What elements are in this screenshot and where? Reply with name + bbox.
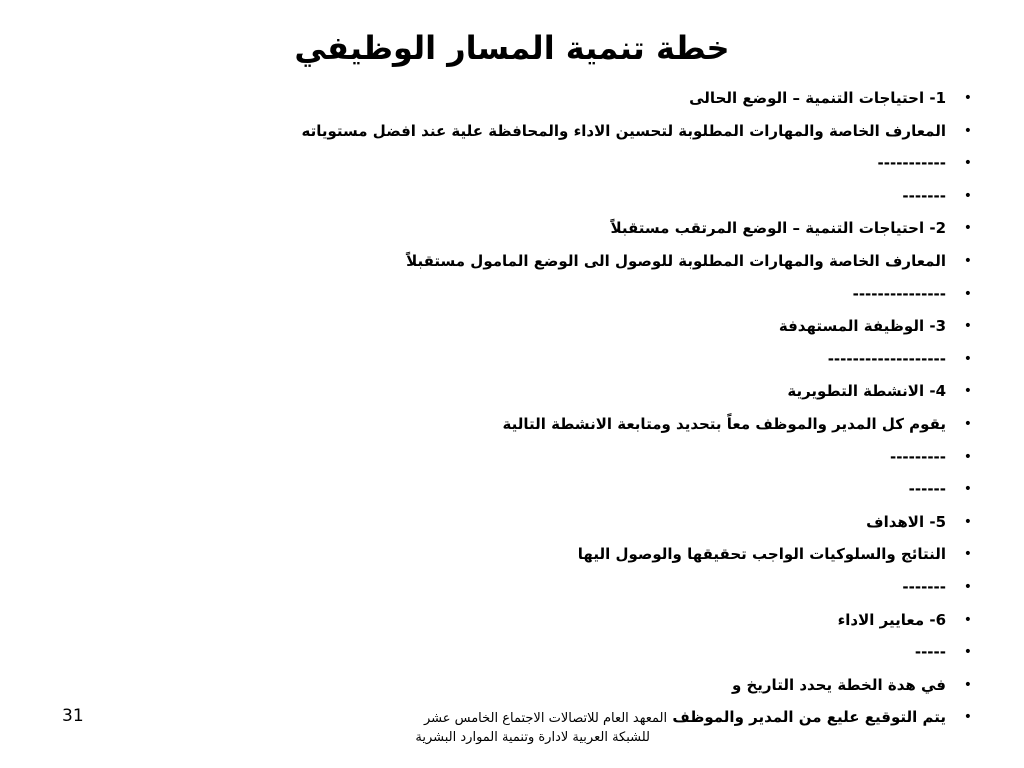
list-item	[226, 408, 972, 441]
bullet-icon: •	[963, 318, 972, 335]
list-item	[226, 669, 972, 702]
bullet-icon: •	[963, 513, 972, 530]
list-item	[226, 245, 972, 278]
list-item-text: -----	[914, 643, 946, 662]
list-item-text: في هدة الخطة يحدد التاريخ و	[731, 675, 946, 694]
bullet-icon: •	[963, 578, 972, 595]
list-item-text: النتائج والسلوكيات الواجب تحقيقها والوصول اليها	[577, 545, 946, 564]
list-item-text: -----------	[877, 154, 946, 173]
list-item	[226, 636, 972, 669]
bullet-icon: •	[963, 676, 972, 693]
bullet-icon: •	[963, 383, 972, 400]
bullet-list	[226, 82, 972, 734]
list-item	[226, 180, 972, 213]
bullet-icon: •	[963, 546, 972, 563]
list-item-text: 2- احتياجات التنمية – الوضع المرتقب مستقبلاً	[610, 219, 946, 238]
list-item-text: 6- معايير الاداء	[837, 610, 946, 629]
list-item-text: 4- الانشطة التطويرية	[787, 382, 946, 401]
list-item-text: ---------------	[852, 284, 946, 303]
list-item-text: يقوم كل المدير والموظف معاً بتحديد ومتابعة الانشطة التالية	[502, 414, 946, 433]
list-item	[226, 82, 972, 115]
list-item-text: 3- الوظيفة المستهدفة	[778, 317, 946, 336]
bullet-icon: •	[963, 155, 972, 172]
list-item-text: -------------------	[827, 349, 946, 368]
list-item	[226, 278, 972, 311]
bullet-icon: •	[963, 350, 972, 367]
bullet-icon: •	[963, 448, 972, 465]
list-item	[226, 343, 972, 376]
list-item-text: المعارف الخاصة والمهارات المطلوبة للوصول الى الوضع المامول مستقبلاً	[406, 251, 946, 270]
bullet-icon: •	[963, 644, 972, 661]
list-item-text: ---------	[889, 447, 946, 466]
list-item-last	[226, 701, 972, 734]
list-item	[226, 506, 972, 539]
bullet-icon: •	[963, 252, 972, 269]
bullet-icon: •	[963, 90, 972, 106]
list-item-text: ------	[908, 480, 946, 499]
page-number: 31	[62, 706, 84, 726]
list-item-text: -------	[902, 577, 946, 596]
bullet-icon: •	[963, 415, 972, 432]
bullet-icon: •	[963, 611, 972, 628]
footer-institute-text: المعهد العام للاتصالات الاجتماع الخامس عشر	[423, 711, 668, 727]
list-item	[226, 604, 972, 637]
bullet-icon: •	[963, 285, 972, 302]
bullet-icon: •	[963, 481, 972, 498]
list-item-text: 5- الاهداف	[866, 512, 946, 531]
bullet-icon: •	[963, 220, 972, 237]
slide-title: خطة تنمية المسار الوظيفي	[294, 29, 730, 67]
list-item	[226, 571, 972, 604]
bullet-icon: •	[963, 709, 972, 726]
list-item	[226, 473, 972, 506]
list-item	[226, 212, 972, 245]
footer-network-text: للشبكة العربية لادارة وتنمية الموارد البشرية	[415, 730, 650, 745]
bullet-icon: •	[963, 187, 972, 204]
list-item-text: -------	[902, 186, 946, 205]
list-item-text: 1- احتياجات التنمية – الوضع الحالى	[689, 89, 946, 107]
list-item	[226, 441, 972, 474]
list-item	[226, 147, 972, 180]
bullet-icon: •	[963, 122, 972, 139]
list-item	[226, 310, 972, 343]
list-item	[226, 538, 972, 571]
list-item-text: المعارف الخاصة والمهارات المطلوبة لتحسين الاداء والمحافظة علية عند افضل مستوياته	[301, 121, 946, 140]
list-item-text: يتم التوقيع عليع من المدير والموظف	[672, 708, 946, 727]
list-item	[226, 375, 972, 408]
list-item	[226, 115, 972, 148]
